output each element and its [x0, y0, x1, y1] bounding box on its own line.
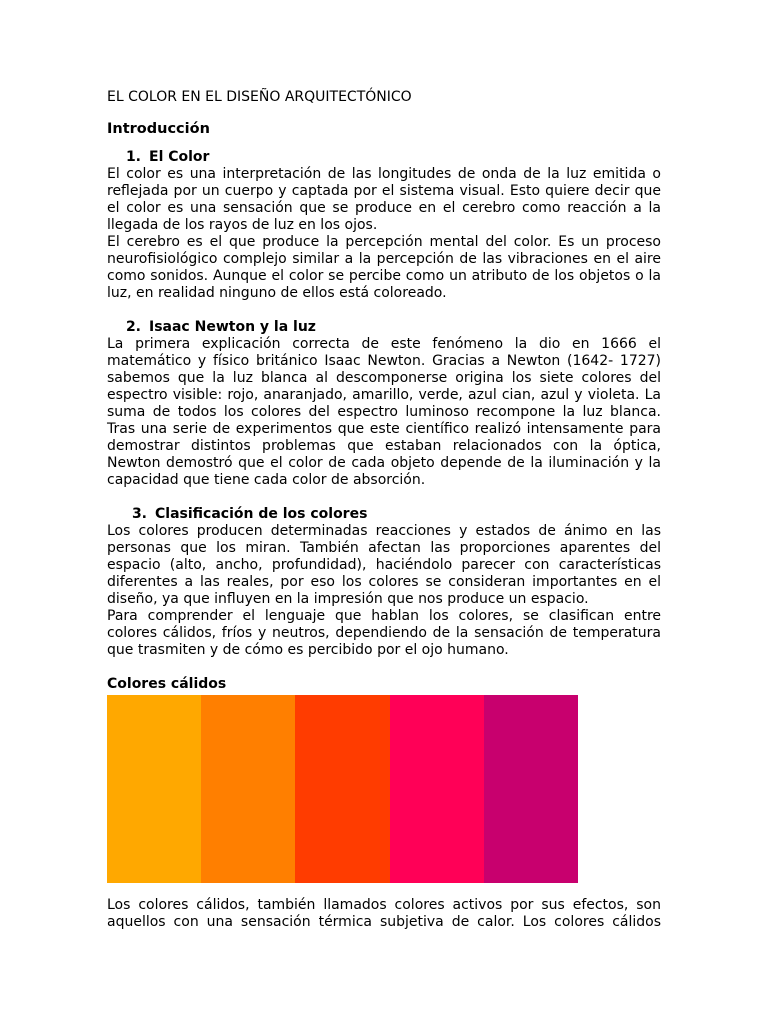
section-title: Clasificación de los colores — [155, 506, 368, 522]
document-page — [107, 88, 661, 931]
paragraph: Los colores producen determinadas reacciones y estados de ánimo en las personas que los miran. También afectan las proporciones aparentes del espacio (alto, ancho, profundidad), haciéndolo parecer con características diferentes a las reales, por eso los colores se consideran importantes en el diseño, ya que influyen en la impresión que nos produce un espacio. — [107, 523, 661, 607]
section-title: El Color — [149, 149, 210, 165]
section-clasificacion — [107, 505, 661, 659]
section-heading — [107, 505, 661, 523]
swatch-yellow-orange — [107, 695, 201, 883]
swatch-red-orange — [295, 695, 389, 883]
paragraph: Los colores cálidos, también llamados colores activos por sus efectos, son aquellos con una sensación térmica subjetiva de calor. Los colores cálidos — [107, 897, 661, 930]
section-isaac-newton — [107, 318, 661, 489]
swatch-magenta — [484, 695, 578, 883]
section-el-color — [107, 148, 661, 302]
section-number: 1. — [125, 149, 141, 165]
section-number: 3. — [131, 506, 147, 522]
swatch-pink-red — [390, 695, 484, 883]
section-title: Isaac Newton y la luz — [149, 319, 316, 335]
paragraph: Para comprender el lenguaje que hablan los colores, se clasifican entre colores cálidos, fríos y neutros, dependiendo de la sensación de temperatura que trasmiten y de cómo es percibido por el ojo humano. — [107, 608, 661, 658]
section-heading — [107, 148, 661, 166]
section-number: 2. — [125, 319, 141, 335]
document-title: EL COLOR EN EL DISEÑO ARQUITECTÓNICO — [107, 89, 412, 105]
paragraph: El cerebro es el que produce la percepción mental del color. Es un proceso neurofisiológico complejo similar a la percepción de las vibraciones en el aire como sonidos. Aunque el color se percibe como un atributo de los objetos o la luz, en realidad ninguno de ellos está coloreado. — [107, 234, 661, 301]
section-heading — [107, 318, 661, 336]
intro-heading: Introducción — [107, 121, 210, 137]
warm-colors-heading: Colores cálidos — [107, 676, 227, 692]
paragraph: El color es una interpretación de las longitudes de onda de la luz emitida o reflejada por un cuerpo y captada por el sistema visual. Esto quiere decir que el color es una sensación que se produce en el cerebro como reacción a la llegada de los rayos de luz en los ojos. — [107, 166, 661, 233]
swatch-orange — [201, 695, 295, 883]
paragraph: La primera explicación correcta de este fenómeno la dio en 1666 el matemático y físico británico Isaac Newton. Gracias a Newton (1642- 1727) sabemos que la luz blanca al descomponerse origina los siete colores del espectro visible: rojo, anaranjado, amarillo, verde, azul cian, azul y violeta. La suma de todos los colores del espectro luminoso recompone la luz blanca. Tras una serie de experimentos que este científico realizó intensamente para demostrar distintos problemas que estaban relacionados con la óptica, Newton demostró que el color de cada objeto depende de la iluminación y la capacidad que tiene cada color de absorción. — [107, 336, 661, 488]
warm-color-swatches — [107, 695, 578, 883]
